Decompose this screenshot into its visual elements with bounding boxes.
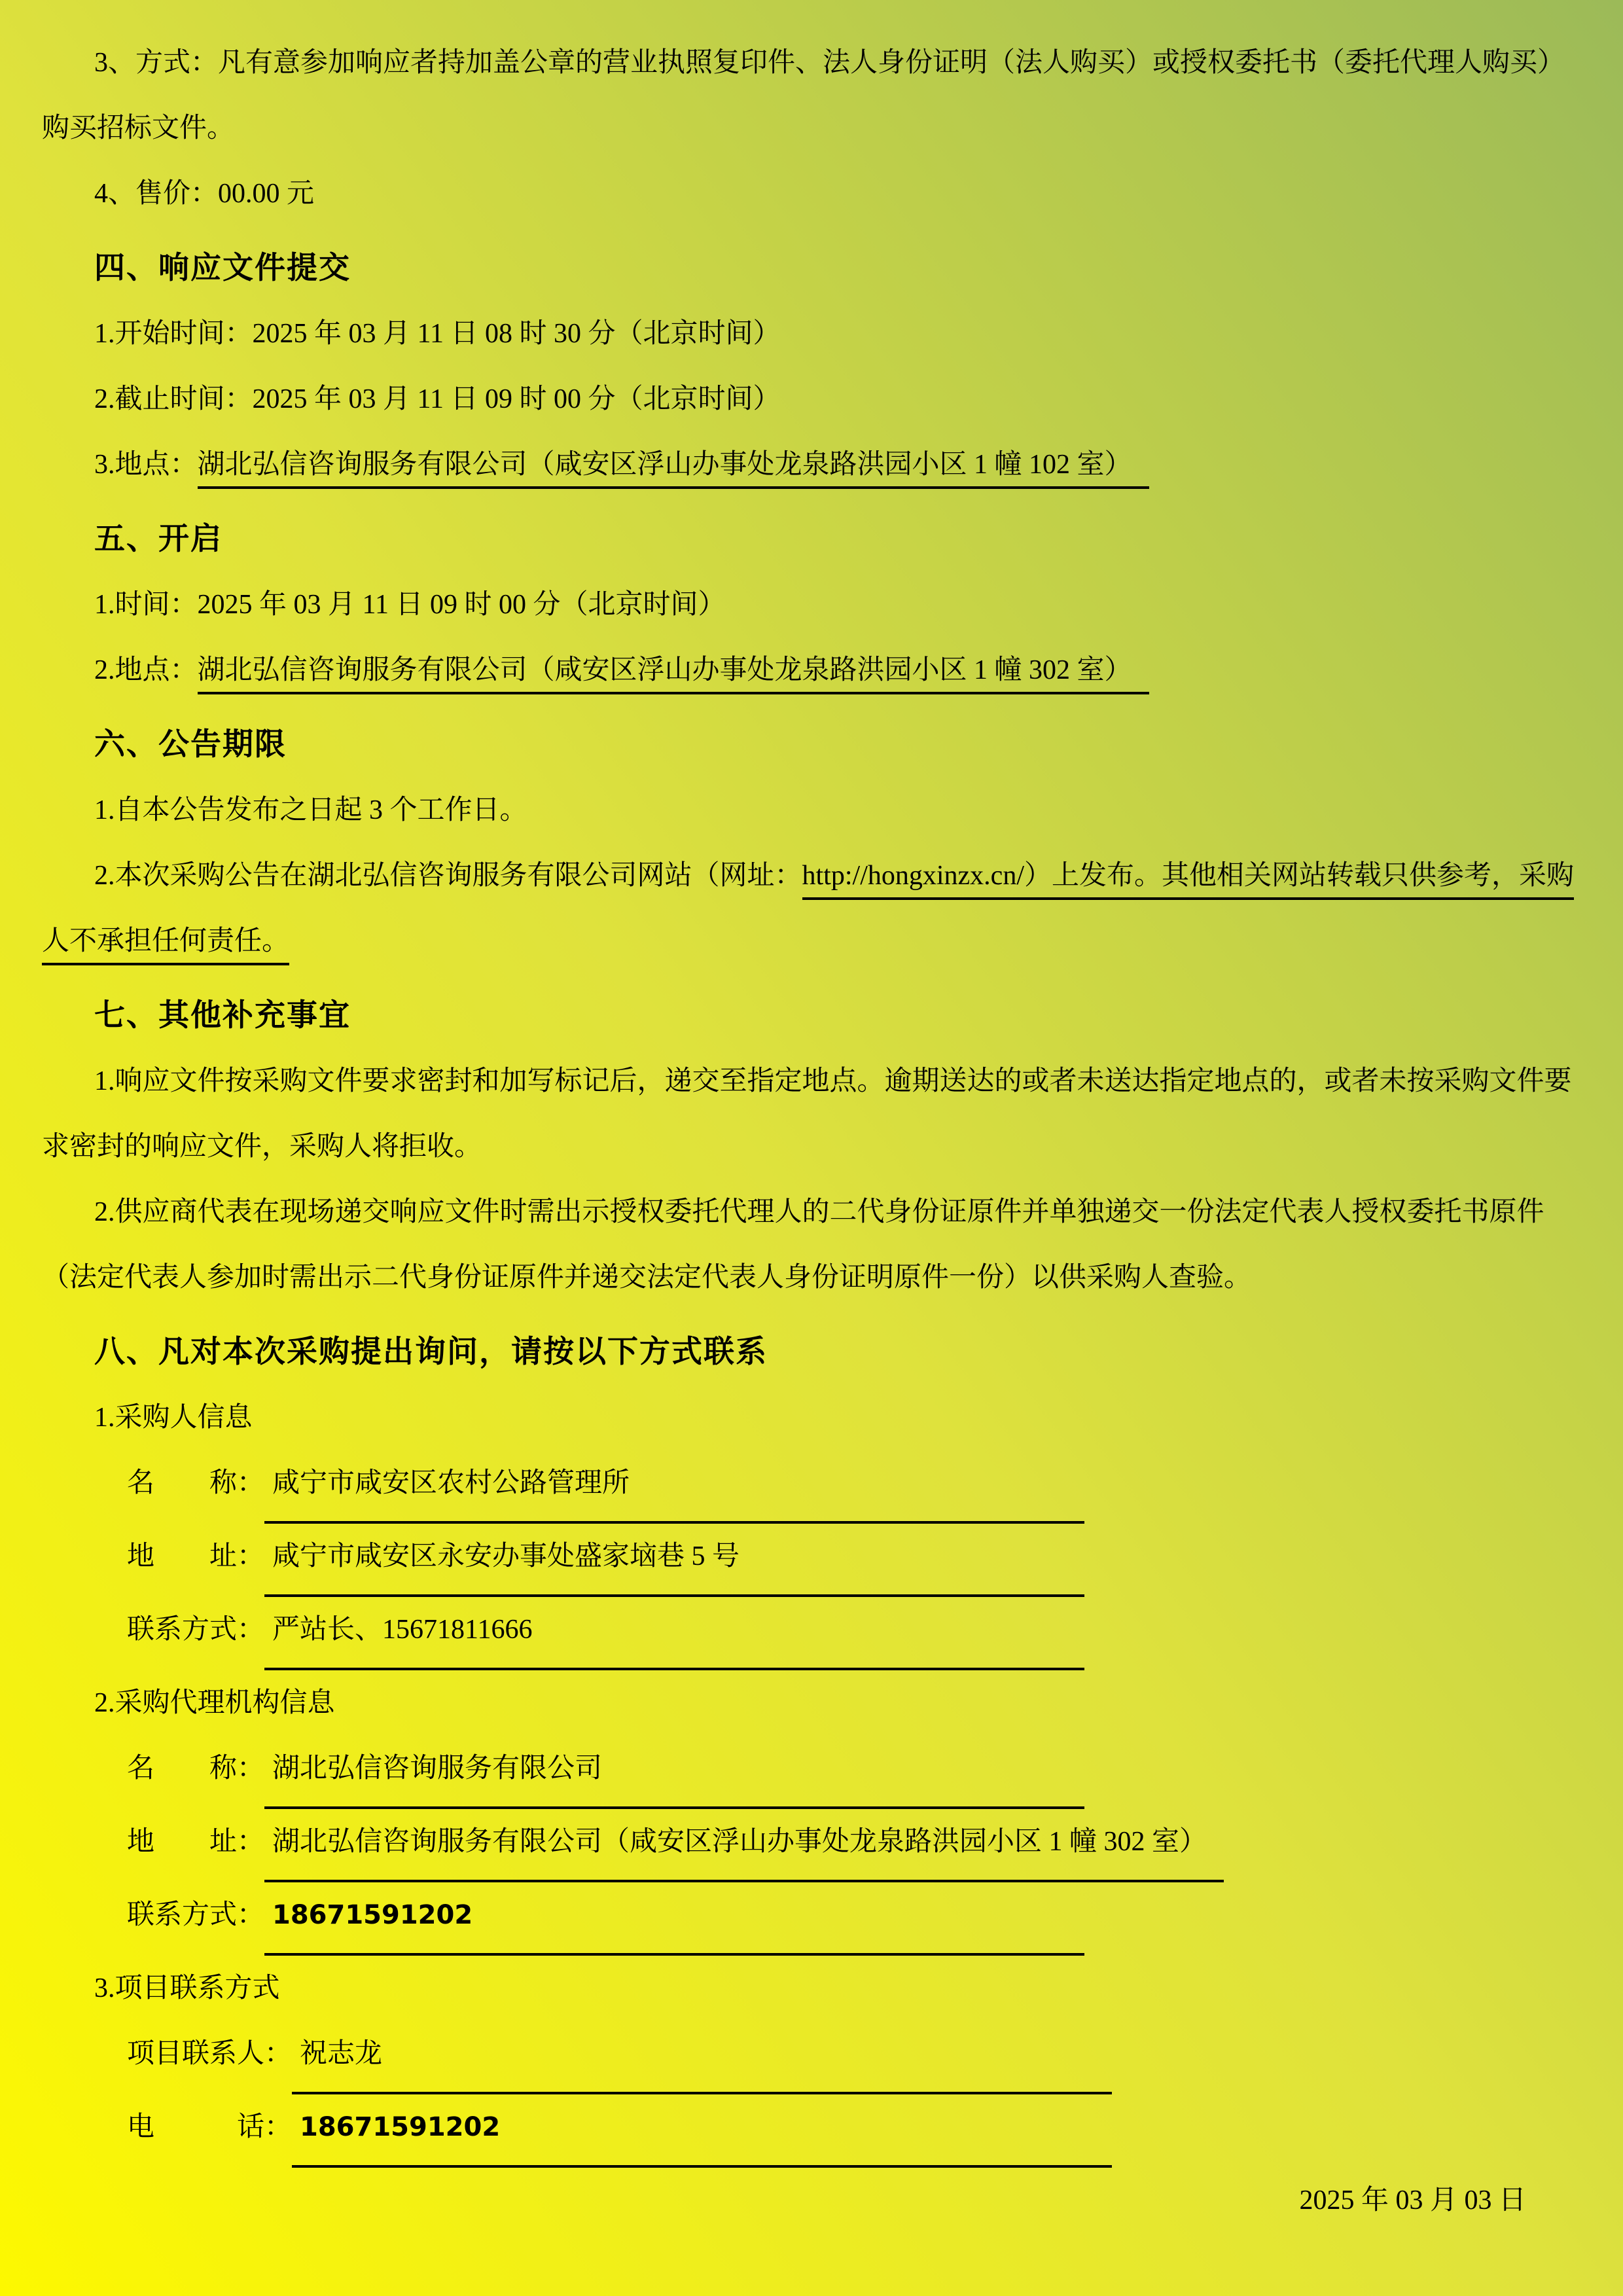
agency-contact-label: 联系方式： xyxy=(127,1900,265,1930)
sec6-publish-prefix: 2.本次采购公告在湖北弘信咨询服务有限公司网站（网址： xyxy=(94,861,802,891)
sec4-location-value: 湖北弘信咨询服务有限公司（咸安区浮山办事处龙泉路洪园小区 1 幢 102 室） xyxy=(198,450,1149,489)
paragraph-price: 4、售价：00.00 元 xyxy=(94,179,315,209)
sec7-sealing-rule: 1.响应文件按采购文件要求密封和加写标记后，递交至指定地点。逾期送达的或者未送达指定地点的，或者未按采购文件要求密封的响应文件，采购人将拒收。 xyxy=(42,1066,1572,1162)
agency-info-heading: 2.采购代理机构信息 xyxy=(94,1688,335,1718)
project-contact-heading: 3.项目联系方式 xyxy=(94,1973,280,2003)
sec5-open-time: 1.时间：2025 年 03 月 11 日 09 时 00 分（北京时间） xyxy=(94,590,726,620)
sec5-location-line xyxy=(42,637,1577,703)
section-7-heading: 七、其他补充事宜 xyxy=(94,999,351,1033)
agency-contact-value: 18671591202 xyxy=(264,1882,1084,1956)
agency-address-row xyxy=(42,1809,1577,1882)
project-phone-label: 电 话： xyxy=(127,2112,293,2142)
project-person-value: 祝志龙 xyxy=(292,2021,1112,2094)
buyer-address-label: 地 址： xyxy=(127,1541,265,1571)
buyer-contact-label: 联系方式： xyxy=(127,1615,265,1645)
section-4-heading: 四、响应文件提交 xyxy=(94,251,351,285)
sec6-publish-line xyxy=(42,843,1577,974)
agency-address-label: 地 址： xyxy=(127,1827,265,1857)
buyer-name-value: 咸宁市咸安区农村公路管理所 xyxy=(264,1450,1084,1524)
announcement-date: 2025 年 03 月 03 日 xyxy=(1299,2185,1526,2215)
buyer-contact-row xyxy=(42,1597,1577,1670)
sec4-location-line xyxy=(42,432,1577,497)
sec4-location-label: 3.地点： xyxy=(94,450,198,480)
buyer-contact-value: 严站长、15671811666 xyxy=(264,1597,1084,1670)
project-person-label: 项目联系人： xyxy=(127,2039,293,2069)
section-6-heading: 六、公告期限 xyxy=(94,728,287,762)
agency-contact-row xyxy=(42,1882,1577,1956)
project-phone-value: 18671591202 xyxy=(292,2094,1112,2168)
buyer-info-heading: 1.采购人信息 xyxy=(94,1403,253,1433)
buyer-name-row xyxy=(42,1450,1577,1524)
sec4-start-time: 1.开始时间：2025 年 03 月 11 日 08 时 30 分（北京时间） xyxy=(94,319,781,349)
sec5-location-value: 湖北弘信咨询服务有限公司（咸安区浮山办事处龙泉路洪园小区 1 幢 302 室） xyxy=(198,655,1149,694)
project-person-row xyxy=(42,2021,1577,2094)
section-8-heading: 八、凡对本次采购提出询问，请按以下方式联系 xyxy=(94,1335,768,1369)
section-5-heading: 五、开启 xyxy=(94,522,223,556)
sec5-location-label: 2.地点： xyxy=(94,655,198,685)
sec7-representative-rule: 2.供应商代表在现场递交响应文件时需出示授权委托代理人的二代身份证原件并单独递交一份法定代表人授权委托书原件（法定代表人参加时需出示二代身份证原件并递交法定代表人身份证明原件一份）以供采购人查验。 xyxy=(42,1197,1544,1293)
agency-address-value: 湖北弘信咨询服务有限公司（咸安区浮山办事处龙泉路洪园小区 1 幢 302 室） xyxy=(264,1809,1224,1882)
sec4-deadline: 2.截止时间：2025 年 03 月 11 日 09 时 00 分（北京时间） xyxy=(94,384,781,414)
project-phone-row xyxy=(42,2094,1577,2168)
paragraph-purchase-method: 3、方式：凡有意参加响应者持加盖公章的营业执照复印件、法人身份证明（法人购买）或授权委托书（委托代理人购买）购买招标文件。 xyxy=(42,48,1565,143)
sec6-website-url-text: http://hongxinzx.cn/）上发布。其他相关网站转载只供参考，采购人不承担任何责任。 xyxy=(42,861,1574,965)
agency-name-label: 名 称： xyxy=(127,1753,265,1784)
buyer-address-row xyxy=(42,1524,1577,1597)
agency-name-value: 湖北弘信咨询服务有限公司 xyxy=(264,1736,1084,1809)
sec6-duration: 1.自本公告发布之日起 3 个工作日。 xyxy=(94,795,527,825)
buyer-address-value: 咸宁市咸安区永安办事处盛家垴巷 5 号 xyxy=(264,1524,1084,1597)
agency-name-row xyxy=(42,1736,1577,1809)
buyer-name-label: 名 称： xyxy=(127,1468,265,1498)
